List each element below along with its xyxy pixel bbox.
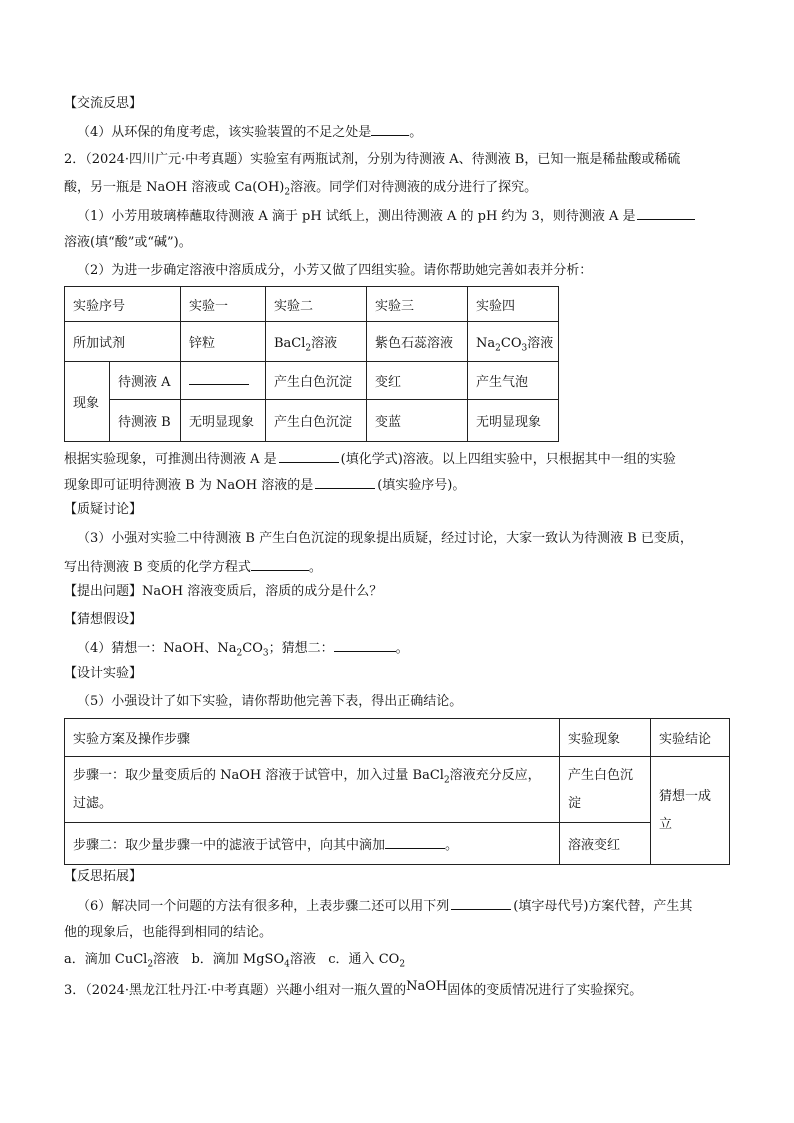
table-header-cell: 实验结论 — [651, 719, 730, 757]
heading-guess: 【猜想假设】 — [64, 612, 143, 627]
option-c — [328, 952, 406, 970]
answer-blank[interactable] — [637, 207, 695, 220]
subscript: 2 — [236, 648, 243, 659]
table-cell — [266, 322, 367, 362]
heading-question: 【提出问题】 — [64, 584, 143, 599]
heading-reflection: 【交流反思】 — [64, 96, 143, 111]
text: （4）猜想一：NaOH、Na — [77, 641, 237, 656]
phenomenon-label: 现象 — [65, 362, 110, 442]
table-header-cell: 实验现象 — [560, 719, 651, 757]
question-6-line1 — [77, 897, 692, 915]
options-line — [64, 952, 405, 968]
question-6-line2: 他的现象后，也能得到相同的结论。 — [64, 925, 273, 940]
text: b．滴加 MgSO — [191, 952, 285, 967]
text: 溶液 — [289, 952, 316, 967]
text: （6）解决同一个问题的方法有很多种，上表步骤二还可以用下列 — [77, 899, 450, 914]
option-b — [191, 952, 316, 970]
text: CO — [500, 336, 522, 351]
text: 猜想一成 — [659, 788, 712, 804]
text: 淀 — [568, 795, 582, 811]
text: 根据实验现象，可推测出待测液 A 是 — [64, 452, 277, 467]
subscript: 3 — [521, 343, 528, 354]
answer-blank[interactable] — [279, 450, 339, 463]
text: 固体的变质情况进行了实验探究。 — [447, 983, 643, 998]
experiment-table — [64, 286, 559, 442]
question-4-line — [77, 123, 422, 141]
subscript: 2 — [305, 343, 312, 354]
answer-blank[interactable] — [385, 836, 445, 849]
text: 。 — [445, 838, 459, 853]
formula: NaOH — [406, 979, 448, 994]
step1-cell — [65, 757, 560, 823]
table-cell: 变红 — [367, 362, 468, 400]
subscript: 2 — [284, 187, 291, 198]
table-cell — [181, 362, 266, 400]
text: 溶液。同学们对待测液的成分进行了探究。 — [290, 180, 538, 195]
text: (填字母代号)方案代替，产生其 — [513, 899, 693, 914]
text: (填实验序号)。 — [377, 478, 466, 493]
question-heading-line — [64, 584, 382, 600]
table-header-cell: 实验方案及操作步骤 — [65, 719, 560, 757]
text: 写出待测液 B 变质的化学方程式 — [64, 560, 251, 575]
table-row-label: 待测液 B — [110, 400, 181, 442]
subscript: 2 — [147, 959, 154, 970]
table-cell: 锌粒 — [181, 322, 266, 362]
subscript: 4 — [284, 959, 290, 970]
table-cell — [468, 322, 559, 362]
text: BaCl — [274, 336, 306, 351]
table-header-cell: 实验四 — [468, 287, 559, 322]
table-row-label: 待测液 A — [110, 362, 181, 400]
text: 3．（2024·黑龙江牡丹江·中考真题）兴趣小组对一瓶久置的 — [64, 983, 407, 998]
table-cell: 产生白色沉淀 — [266, 362, 367, 400]
table-cell: 产生气泡 — [468, 362, 559, 400]
text: Na — [476, 336, 496, 351]
problem-2-intro-line1: 2．（2024·四川广元·中考真题）实验室有两瓶试剂，分别为待测液 A、待测液 B，已知一瓶是稀盐酸或稀硫 — [64, 152, 681, 167]
table-cell: 产生白色沉淀 — [266, 400, 367, 442]
answer-blank[interactable] — [189, 372, 249, 385]
table-header-cell: 实验三 — [367, 287, 468, 322]
heading-design: 【设计实验】 — [64, 666, 143, 681]
table-cell: 无明显现象 — [181, 400, 266, 442]
answer-blank[interactable] — [315, 476, 375, 489]
text: 酸，另一瓶是 NaOH 溶液或 Ca(OH) — [64, 180, 285, 195]
text: CO — [242, 641, 263, 656]
subscript: 3 — [262, 648, 269, 659]
subscript: 2 — [399, 959, 406, 970]
text: 溶液 — [311, 336, 338, 351]
option-a — [64, 952, 180, 970]
subscript: 2 — [443, 775, 450, 786]
problem-2-intro-line2 — [64, 180, 537, 196]
table-cell: 紫色石蕊溶液 — [367, 322, 468, 362]
text: ；猜想二： — [268, 641, 334, 656]
table-cell: 变蓝 — [367, 400, 468, 442]
analysis-line2 — [64, 476, 465, 494]
text: 过滤。 — [73, 795, 113, 811]
text: 溶液 — [527, 336, 554, 351]
text: a．滴加 CuCl — [64, 952, 148, 967]
question-2-intro: （2）为进一步确定溶液中溶质成分，小芳又做了四组实验。请你帮助她完善如表并分析： — [77, 263, 593, 278]
heading-discuss: 【质疑讨论】 — [64, 502, 143, 517]
text: 步骤一：取少量变质后的 NaOH 溶液于试管中，加入过量 BaCl — [73, 767, 444, 783]
question-1-line2: 溶液(填“酸”或“碱”)。 — [64, 235, 192, 250]
question-text: （4）从环保的角度考虑，该实验装置的不足之处是 — [77, 125, 372, 140]
question-5-intro: （5）小强设计了如下实验，请你帮助他完善下表，得出正确结论。 — [77, 694, 463, 709]
subscript: 2 — [495, 343, 501, 354]
problem-3-intro — [64, 979, 643, 999]
text: 产生白色沉 — [568, 767, 634, 783]
text: (填化学式)溶液。以上四组实验中，只根据其中一组的实验 — [340, 452, 676, 467]
table-header-cell: 实验一 — [181, 287, 266, 322]
question-text: （1）小芳用玻璃棒蘸取待测液 A 滴于 pH 试纸上，测出待测液 A 的 pH 约为 3，则待测液 A 是 — [77, 209, 636, 224]
conclusion-cell — [651, 757, 730, 865]
text: 溶液充分反应， — [449, 767, 541, 783]
question-3-line2 — [64, 558, 322, 576]
text: 。 — [395, 641, 409, 656]
text: c．通入 CO — [328, 952, 400, 967]
step1-phenomenon — [560, 757, 651, 823]
question-text-end: 。 — [409, 125, 423, 140]
text: 。 — [308, 560, 322, 575]
answer-blank[interactable] — [251, 558, 309, 571]
text: 立 — [659, 816, 673, 832]
heading-reflect: 【反思拓展】 — [64, 869, 143, 884]
step2-phenomenon: 溶液变红 — [560, 823, 651, 865]
answer-blank[interactable] — [451, 897, 511, 910]
text: 溶液 — [153, 952, 180, 967]
analysis-line1 — [64, 450, 676, 468]
answer-blank[interactable] — [334, 639, 396, 652]
table-cell: 无明显现象 — [468, 400, 559, 442]
answer-blank[interactable] — [371, 123, 409, 136]
design-table — [64, 718, 730, 865]
text: 步骤二：取少量步骤一中的滤液于试管中，向其中滴加 — [73, 838, 386, 853]
question-text: NaOH 溶液变质后，溶质的成分是什么？ — [142, 584, 383, 599]
hypothesis-line — [77, 639, 409, 657]
table-row-label: 所加试剂 — [65, 322, 181, 362]
question-1-line1 — [77, 207, 695, 225]
text: 现象即可证明待测液 B 为 NaOH 溶液的是 — [64, 478, 314, 493]
table-header-cell: 实验二 — [266, 287, 367, 322]
question-3-line1: （3）小强对实验二中待测液 B 产生白色沉淀的现象提出质疑，经过讨论，大家一致认为待测液 B 已变质， — [77, 531, 693, 546]
step2-cell — [65, 823, 560, 865]
table-header-cell: 实验序号 — [65, 287, 181, 322]
